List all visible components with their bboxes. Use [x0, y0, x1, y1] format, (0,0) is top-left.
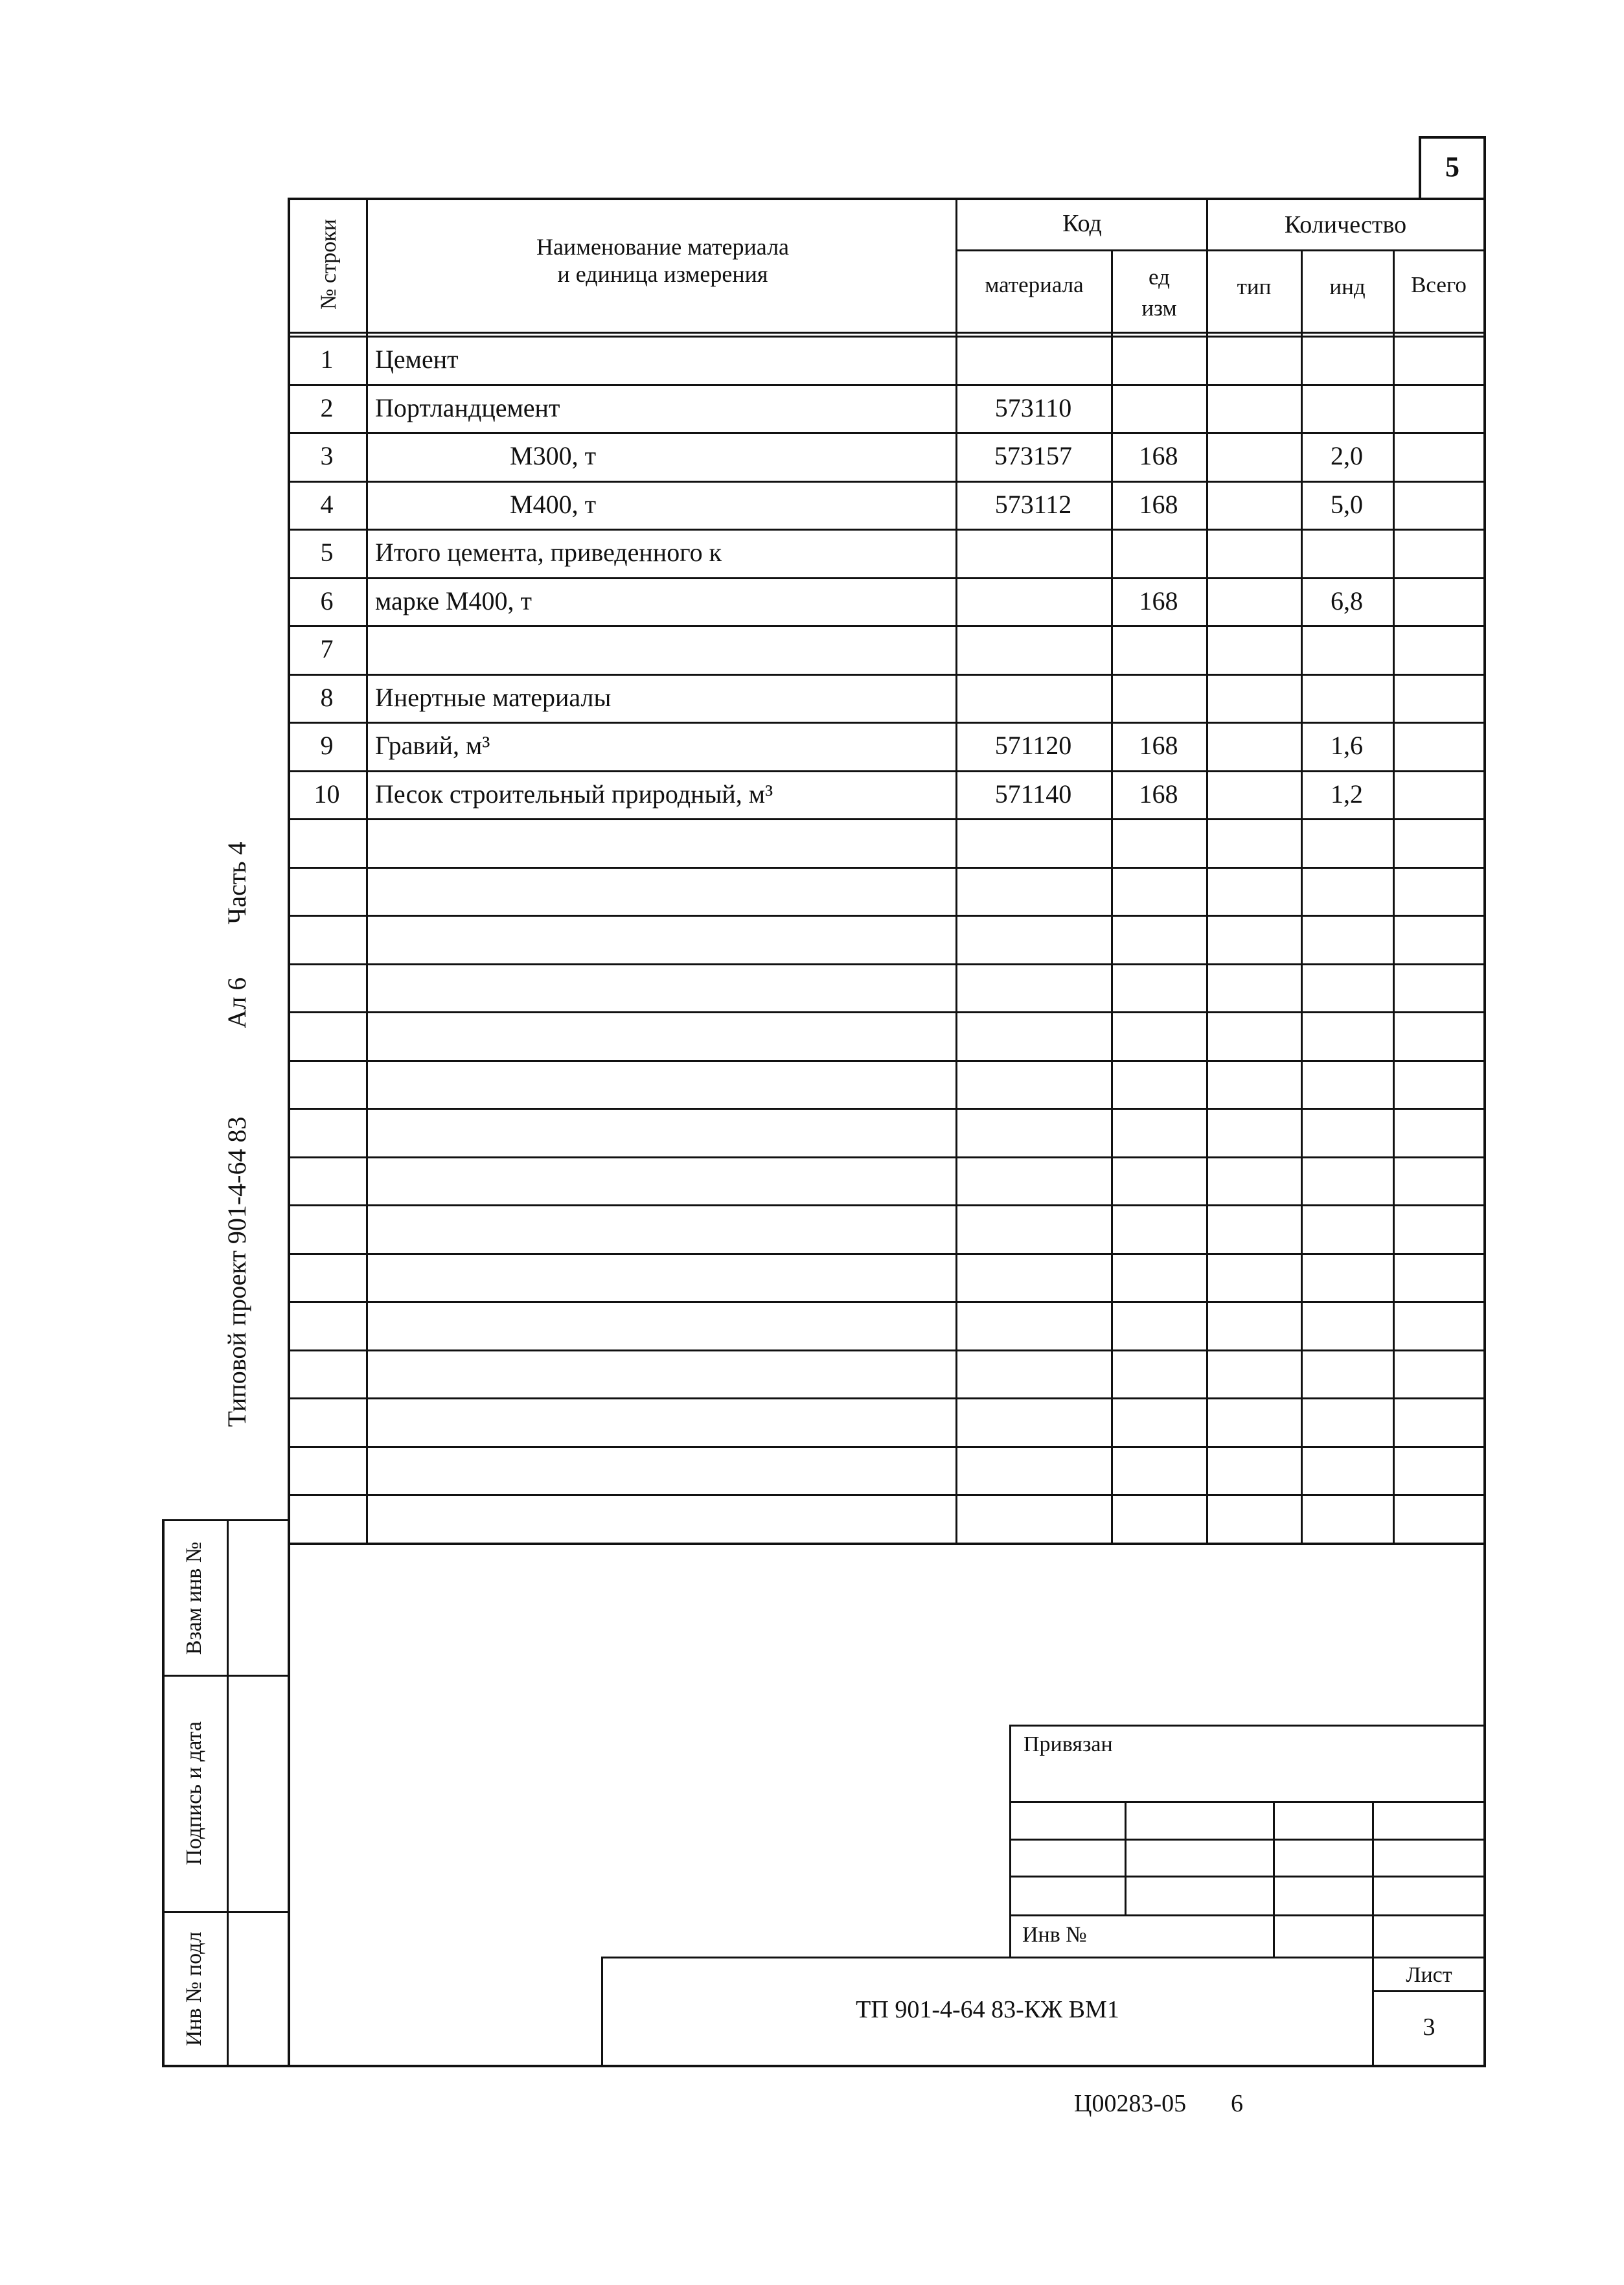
- stamp-list-sep: [1372, 1990, 1485, 1992]
- table-row-line-20: [288, 1301, 1486, 1303]
- table-row-line-6: [288, 625, 1486, 627]
- table-row-line-18: [288, 1204, 1486, 1206]
- table-row-line-1: [288, 384, 1486, 386]
- stamp-main-top: [602, 1957, 1485, 1958]
- header-row-no: № строки: [317, 218, 341, 310]
- header-name-line1: Наименование материала: [536, 234, 790, 260]
- list-label: Лист: [1406, 1963, 1452, 1987]
- header-code-unit-1: ед: [1149, 264, 1170, 290]
- table-row-line-4: [288, 529, 1486, 531]
- sheet-box-top: [1419, 136, 1486, 139]
- list-value: 3: [1423, 2014, 1435, 2041]
- privyazan-label: Привязан: [1024, 1732, 1113, 1756]
- side-part-label: Часть 4: [222, 842, 251, 924]
- row-code: 571120: [994, 731, 1072, 760]
- privyazan-row-1: [1009, 1801, 1485, 1803]
- row-name: М400, т: [510, 490, 597, 519]
- row-ind: 6,8: [1331, 586, 1363, 615]
- row-name: Портландцемент: [375, 393, 560, 422]
- table-row-line-19: [288, 1253, 1486, 1255]
- footer-page: 6: [1231, 2090, 1243, 2117]
- row-number: 4: [320, 490, 334, 519]
- table-row-line-21: [288, 1349, 1486, 1351]
- row-ind: 2,0: [1331, 441, 1363, 470]
- row-number: 9: [320, 731, 334, 760]
- table-row-line-25: [288, 1543, 1486, 1545]
- privyazan-left: [1009, 1725, 1011, 1958]
- row-number: 6: [320, 586, 334, 615]
- table-row-line-23: [288, 1446, 1486, 1448]
- header-bottom-2: [288, 336, 1486, 338]
- table-row-line-8: [288, 722, 1486, 724]
- header-quantity: Количество: [1284, 211, 1407, 238]
- table-row-line-9: [288, 770, 1486, 772]
- row-ind: 5,0: [1331, 490, 1363, 519]
- table-row-line-3: [288, 481, 1486, 483]
- stamp-mid-border: [227, 1519, 229, 2067]
- row-number: 10: [314, 779, 340, 809]
- row-number: 5: [320, 538, 334, 567]
- side-album-label: Ал 6: [222, 977, 251, 1029]
- privyazan-row-4: [1009, 1914, 1485, 1916]
- header-code-material: материала: [985, 272, 1084, 297]
- header-qty-ind: инд: [1329, 274, 1366, 299]
- table-row-line-24: [288, 1494, 1486, 1496]
- table-col-line-1: [366, 198, 368, 1543]
- table-row-line-2: [288, 432, 1486, 434]
- sheet-box-right: [1483, 136, 1486, 200]
- stamp-podpis-label: Подпись и дата: [182, 1721, 206, 1865]
- row-number: 3: [320, 441, 334, 470]
- row-unit: 168: [1139, 586, 1178, 615]
- side-project-label: Типовой проект 901-4-64 83: [222, 1116, 251, 1427]
- table-row-line-14: [288, 1011, 1486, 1013]
- row-unit: 168: [1139, 441, 1178, 470]
- row-number: 7: [320, 634, 334, 663]
- frame-left-lower: [288, 1537, 290, 2067]
- privyazan-vcol-1: [1125, 1801, 1127, 1914]
- privyazan-vcol-2: [1273, 1801, 1275, 1958]
- header-code-unit-2: изм: [1141, 295, 1177, 321]
- table-col-line-7: [1483, 198, 1486, 1543]
- stamp-left-border: [162, 1519, 165, 2067]
- qty-group-sep: [1206, 249, 1486, 251]
- row-unit: 168: [1139, 490, 1178, 519]
- table-col-line-4: [1206, 198, 1208, 1543]
- row-number: 2: [320, 393, 334, 422]
- table-row-line-7: [288, 674, 1486, 676]
- header-name-line2: и единица измерения: [557, 261, 768, 287]
- table-row-line-15: [288, 1060, 1486, 1062]
- header-qty-type: тип: [1237, 274, 1272, 299]
- stamp-sep-2: [162, 1911, 289, 1913]
- doc-code: ТП 901-4-64 83-КЖ ВМ1: [856, 1996, 1119, 2023]
- privyazan-row-3: [1009, 1876, 1485, 1877]
- row-code: 571140: [994, 779, 1072, 809]
- code-group-sep: [955, 249, 1206, 251]
- row-name: М300, т: [510, 441, 597, 470]
- row-number: 8: [320, 683, 334, 712]
- privyazan-vcol-3: [1372, 1801, 1374, 1958]
- stamp-top-border: [162, 1519, 289, 1521]
- row-number: 1: [320, 345, 334, 374]
- row-ind: 1,2: [1331, 779, 1363, 809]
- row-name: Итого цемента, приведенного к: [375, 538, 722, 567]
- table-top-border: [288, 198, 1486, 200]
- privyazan-row-2: [1009, 1839, 1485, 1841]
- row-name: Инертные материалы: [375, 683, 612, 712]
- frame-bottom: [288, 2065, 1486, 2067]
- row-name: Гравий, м³: [375, 731, 490, 760]
- row-name: марке М400, т: [375, 586, 532, 615]
- stamp-bottom-border: [162, 2065, 289, 2067]
- privyazan-top: [1009, 1725, 1485, 1727]
- header-code: Код: [1062, 210, 1102, 237]
- table-col-line-6: [1393, 249, 1395, 1543]
- row-code: 573112: [994, 490, 1072, 519]
- sheet-number: 5: [1445, 151, 1459, 183]
- row-name: Цемент: [375, 345, 459, 374]
- stamp-sep-1: [162, 1675, 289, 1677]
- stamp-vzam-label: Взам инв №: [182, 1541, 206, 1655]
- footer-code: Ц00283-05: [1074, 2090, 1187, 2117]
- inv-no-label: Инв №: [1022, 1923, 1087, 1947]
- table-row-line-13: [288, 963, 1486, 965]
- header-bottom-1: [288, 332, 1486, 334]
- stamp-inv-podl-label: Инв № подл: [182, 1931, 206, 2047]
- row-name: Песок строительный природный, м³: [375, 779, 773, 809]
- header-qty-total: Всего: [1411, 272, 1467, 297]
- table-row-line-10: [288, 818, 1486, 820]
- row-unit: 168: [1139, 779, 1178, 809]
- table-row-line-17: [288, 1156, 1486, 1158]
- row-code: 573157: [994, 441, 1072, 470]
- table-row-line-12: [288, 915, 1486, 917]
- table-row-line-5: [288, 577, 1486, 579]
- table-row-line-22: [288, 1397, 1486, 1399]
- table-row-line-16: [288, 1108, 1486, 1110]
- row-ind: 1,6: [1331, 731, 1363, 760]
- row-unit: 168: [1139, 731, 1178, 760]
- table-row-line-11: [288, 867, 1486, 869]
- row-code: 573110: [994, 393, 1072, 422]
